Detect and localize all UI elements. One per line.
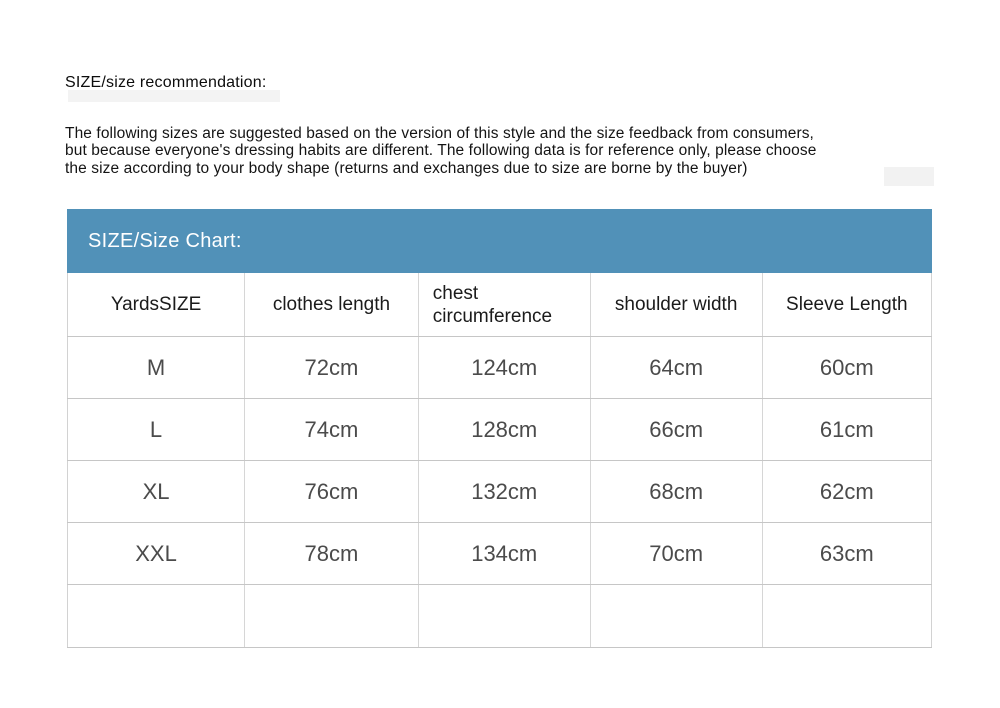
size-chart-title: SIZE/Size Chart: — [88, 229, 242, 252]
size-label-cell: XXL — [68, 523, 245, 585]
table-cell: 76cm — [245, 461, 419, 523]
table-cell: 64cm — [590, 337, 762, 399]
table-cell: 66cm — [590, 399, 762, 461]
column-header-chest-circumference: chest circumference — [418, 273, 590, 337]
size-intro-paragraph — [65, 125, 945, 177]
table-cell: 68cm — [590, 461, 762, 523]
page-title: SIZE/size recommendation: — [65, 74, 267, 91]
size-label-cell: XL — [68, 461, 245, 523]
table-row-m — [68, 337, 932, 399]
column-header-shoulder-width: shoulder width — [590, 273, 762, 337]
table-row-empty — [68, 585, 932, 648]
table-cell — [68, 585, 245, 648]
size-chart — [67, 209, 932, 648]
table-cell: 74cm — [245, 399, 419, 461]
table-cell — [590, 585, 762, 648]
table-cell: 62cm — [762, 461, 931, 523]
column-header-size: YardsSIZE — [68, 273, 245, 337]
column-header-clothes-length: clothes length — [245, 273, 419, 337]
intro-line: but because everyone's dressing habits are different. The following data is for reference only, please choose — [65, 142, 817, 160]
text-smudge-artifact — [68, 90, 280, 102]
table-cell: 124cm — [418, 337, 590, 399]
table-cell: 72cm — [245, 337, 419, 399]
size-label-cell: M — [68, 337, 245, 399]
table-cell: 61cm — [762, 399, 931, 461]
table-header-row — [68, 273, 932, 337]
size-table — [67, 273, 932, 648]
table-cell — [762, 585, 931, 648]
intro-line: the size according to your body shape (returns and exchanges due to size are borne by the buyer) — [65, 159, 748, 177]
table-cell: 63cm — [762, 523, 931, 585]
column-header-sleeve-length: Sleeve Length — [762, 273, 931, 337]
table-row-l — [68, 399, 932, 461]
table-cell — [418, 585, 590, 648]
table-row-xxl — [68, 523, 932, 585]
table-cell: 70cm — [590, 523, 762, 585]
table-cell — [245, 585, 419, 648]
size-label-cell: L — [68, 399, 245, 461]
table-cell: 60cm — [762, 337, 931, 399]
table-cell: 132cm — [418, 461, 590, 523]
table-cell: 78cm — [245, 523, 419, 585]
table-row-xl — [68, 461, 932, 523]
text-smudge-artifact — [884, 167, 934, 186]
table-cell: 134cm — [418, 523, 590, 585]
intro-line: The following sizes are suggested based on the version of this style and the size feedback from consumers, — [65, 125, 814, 142]
size-chart-title-bar — [67, 209, 932, 273]
table-cell: 128cm — [418, 399, 590, 461]
